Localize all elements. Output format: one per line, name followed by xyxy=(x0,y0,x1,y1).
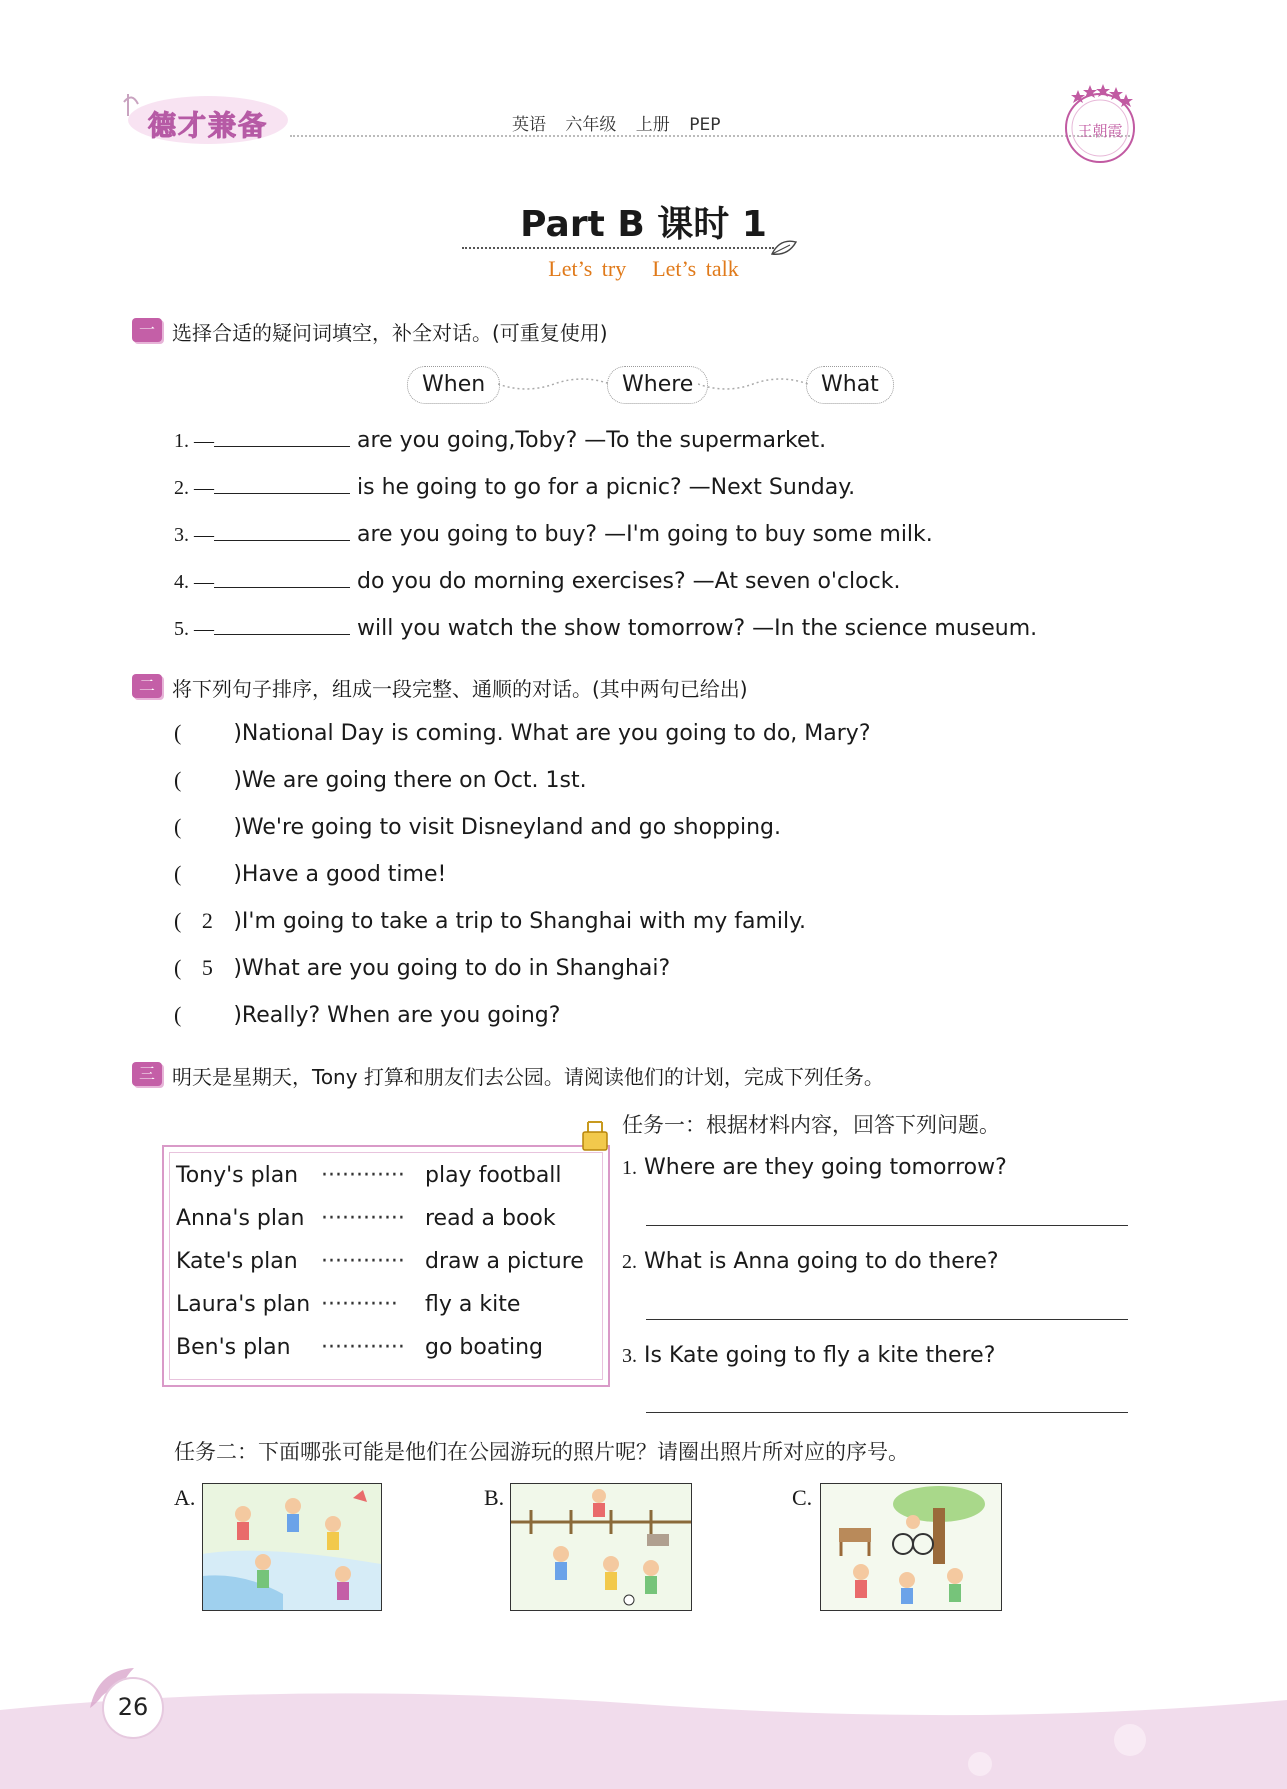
open-paren: ( xyxy=(174,814,182,839)
question-text: are you going to buy? —I'm going to buy some milk. xyxy=(357,522,933,547)
svg-text:王朝霞: 王朝霞 xyxy=(1077,122,1123,140)
option-where: Where xyxy=(607,366,708,404)
open-paren: ( xyxy=(174,908,182,933)
publisher-seal xyxy=(1058,82,1142,166)
plan-leader-dots: ············ xyxy=(321,1206,405,1231)
question-number: 1. xyxy=(622,1157,637,1179)
plan-leader-dots: ············ xyxy=(321,1335,405,1360)
question-number: 3. xyxy=(622,1345,637,1367)
binder-clip-icon xyxy=(580,1120,610,1154)
footer-decoration xyxy=(0,1680,1287,1789)
option-connector xyxy=(698,376,808,392)
answer-line[interactable] xyxy=(646,1319,1128,1320)
open-paren: ( xyxy=(174,720,182,745)
task1-question xyxy=(622,1343,995,1368)
open-paren: ( xyxy=(174,767,182,792)
question-number: 5. — xyxy=(174,618,214,640)
section2-instruction: 将下列句子排序，组成一段完整、通顺的对话。(其中两句已给出) xyxy=(172,677,748,701)
question-number: 3. — xyxy=(174,524,214,546)
answer-blank[interactable] xyxy=(214,612,350,635)
plan-activity: read a book xyxy=(425,1206,556,1231)
plan-row xyxy=(176,1206,556,1231)
section3-instruction: 明天是星期天，Tony 打算和朋友们去公园。请阅读他们的计划，完成下列任务。 xyxy=(172,1065,884,1089)
plan-activity: play football xyxy=(425,1163,562,1188)
answer-blank[interactable] xyxy=(214,424,350,447)
lesson-subtitle xyxy=(0,256,1287,282)
sentence-text: )Really? When are you going? xyxy=(233,1003,561,1028)
plan-person: Tony's plan xyxy=(176,1163,299,1188)
question-text: are you going,Toby? —To the supermarket. xyxy=(357,428,827,453)
order-row xyxy=(174,814,781,840)
option-what: What xyxy=(806,366,894,404)
question-row xyxy=(174,612,1037,641)
plan-person: Ben's plan xyxy=(176,1335,291,1360)
photo-b[interactable] xyxy=(510,1483,692,1611)
plan-person: Kate's plan xyxy=(176,1249,298,1274)
task2-title: 任务二：下面哪张可能是他们在公园游玩的照片呢？请圈出照片所对应的序号。 xyxy=(174,1440,909,1464)
task1-question xyxy=(622,1249,999,1274)
question-number: 2. — xyxy=(174,477,214,499)
question-text: will you watch the show tomorrow? —In the science museum. xyxy=(357,616,1038,641)
photo-c[interactable] xyxy=(820,1483,1002,1611)
order-row xyxy=(174,1002,560,1028)
subtitle-lets-talk: Let’s talk xyxy=(652,256,739,281)
question-row xyxy=(174,565,900,594)
question-text: Is Kate going to fly a kite there? xyxy=(644,1343,996,1368)
plan-row xyxy=(176,1163,562,1188)
plan-activity: go boating xyxy=(425,1335,543,1360)
open-paren: ( xyxy=(174,955,182,980)
page-title: Part B 课时 1 xyxy=(520,204,767,245)
open-paren: ( xyxy=(174,861,182,886)
section2-badge: 二 xyxy=(132,674,162,698)
answer-blank[interactable] xyxy=(214,518,350,541)
order-answer[interactable]: 5 xyxy=(201,955,213,980)
section3-badge: 三 xyxy=(132,1062,162,1086)
section1-instruction: 选择合适的疑问词填空，补全对话。(可重复使用) xyxy=(172,321,608,345)
question-number: 1. — xyxy=(174,430,214,452)
question-number: 4. — xyxy=(174,571,214,593)
question-text: Where are they going tomorrow? xyxy=(644,1155,1007,1180)
plan-row xyxy=(176,1335,543,1360)
book-info: 英语 六年级 上册 PEP xyxy=(512,115,721,135)
sentence-text: )What are you going to do in Shanghai? xyxy=(233,956,671,981)
task1-question xyxy=(622,1155,1007,1180)
order-row xyxy=(174,861,446,887)
answer-line[interactable] xyxy=(646,1225,1128,1226)
sentence-text: )Have a good time! xyxy=(233,862,447,887)
answer-blank[interactable] xyxy=(214,471,350,494)
plan-leader-dots: ············ xyxy=(321,1163,405,1188)
order-row xyxy=(174,720,871,746)
page-number: 26 xyxy=(102,1677,164,1739)
plan-leader-dots: ············ xyxy=(321,1249,405,1274)
question-text: What is Anna going to do there? xyxy=(644,1249,999,1274)
photo-label-a[interactable]: A. xyxy=(174,1485,196,1510)
plan-activity: fly a kite xyxy=(425,1292,521,1317)
brand-name: 德才兼备 xyxy=(148,109,269,142)
photo-label-c[interactable]: C. xyxy=(792,1485,813,1510)
photo-a[interactable] xyxy=(202,1483,382,1611)
sentence-text: )National Day is coming. What are you going to do, Mary? xyxy=(233,721,871,746)
question-row xyxy=(174,518,933,547)
section1-badge: 一 xyxy=(132,318,162,342)
sentence-text: )We're going to visit Disneyland and go shopping. xyxy=(233,815,782,840)
open-paren: ( xyxy=(174,1002,182,1027)
header-divider xyxy=(290,135,1130,137)
option-connector xyxy=(498,376,610,392)
plan-row xyxy=(176,1292,520,1317)
photo-label-b[interactable]: B. xyxy=(484,1485,505,1510)
task1-title: 任务一：根据材料内容，回答下列问题。 xyxy=(622,1113,1000,1137)
plan-row xyxy=(176,1249,584,1274)
subtitle-lets-try: Let’s try xyxy=(548,256,627,281)
question-number: 2. xyxy=(622,1251,637,1273)
answer-blank[interactable] xyxy=(214,565,350,588)
question-text: do you do morning exercises? —At seven o'clock. xyxy=(357,569,901,594)
question-row xyxy=(174,424,826,453)
sentence-text: )I'm going to take a trip to Shanghai with my family. xyxy=(233,909,806,934)
title-underline xyxy=(462,247,774,249)
plan-activity: draw a picture xyxy=(425,1249,584,1274)
question-text: is he going to go for a picnic? —Next Sunday. xyxy=(357,475,856,500)
order-answer[interactable]: 2 xyxy=(201,908,213,933)
plan-person: Laura's plan xyxy=(176,1292,311,1317)
option-when: When xyxy=(407,366,500,404)
plan-leader-dots: ··········· xyxy=(321,1292,398,1317)
leaf-icon xyxy=(770,236,798,258)
sentence-text: )We are going there on Oct. 1st. xyxy=(233,768,587,793)
question-row xyxy=(174,471,855,500)
order-row xyxy=(174,908,806,934)
order-row xyxy=(174,955,670,981)
plan-person: Anna's plan xyxy=(176,1206,305,1231)
order-row xyxy=(174,767,587,793)
answer-line[interactable] xyxy=(646,1412,1128,1413)
